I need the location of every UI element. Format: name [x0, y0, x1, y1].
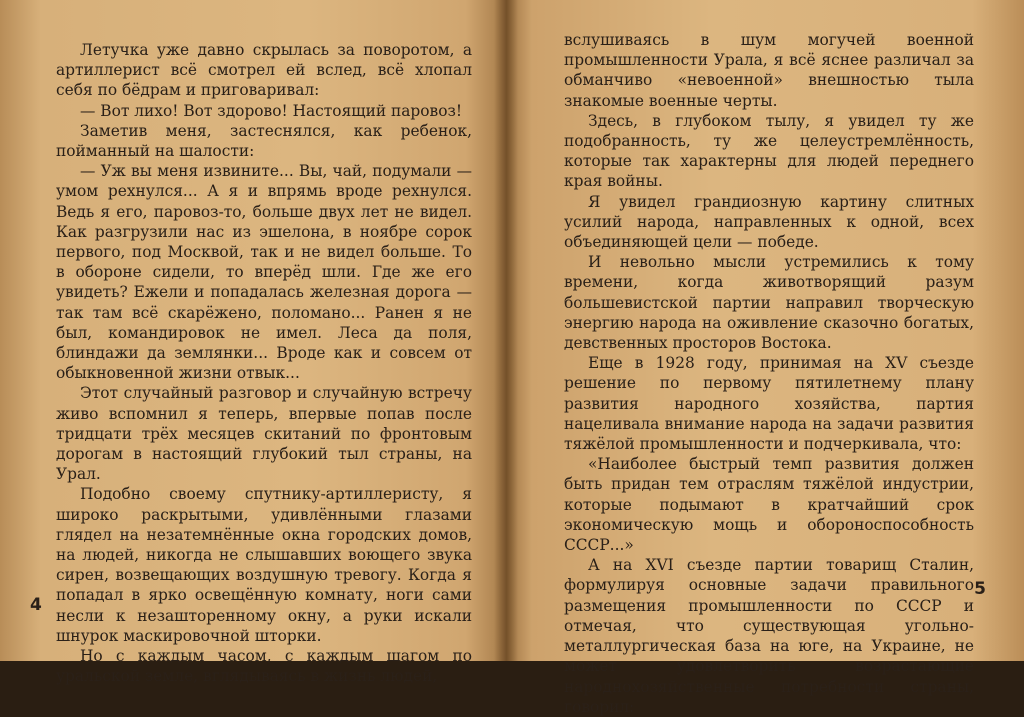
paragraph: Здесь, в глубоком тылу, я увидел ту же подобранность, ту же целеустремлённость, которые так характерны для людей переднего края войны.	[564, 111, 974, 191]
paragraph: Этот случайный разговор и случайную встречу живо вспомнил я теперь, впервые попав после тридцати трёх месяцев скитаний по фронтовым дорогам в настоящий глубокий тыл страны, на Урал.	[56, 384, 472, 484]
paragraph: Но с каждым часом, с каждым шагом по уральской земле, вглядываясь в жизнь людей,	[56, 647, 472, 686]
paragraph: Подобно своему спутнику-артиллеристу, я широко раскрытыми, удивлёнными глазами глядел на незатемнённые окна городских домов, на людей, никогда не слышавших воющего звука сирен, возвещающих воздушную тревогу. Когда я попадал в ярко освещённую комнату, ноги сами несли к незашторенному окну, а руки искали шнурок маскировочной шторки.	[56, 485, 472, 645]
paragraph: И невольно мысли устремились к тому времени, когда животворящий разум большевистской партии направил творческую энергию народа на оживление сказочно богатых, девственных просторов Востока.	[564, 253, 974, 353]
right-page-text	[564, 30, 974, 717]
quote-paragraph: «Наиболее быстрый темп развития должен быть придан тем отраслям тяжёлой индустрии, которые подымают в кратчайший срок экономическую мощь и обороноспособность СССР...»	[564, 455, 974, 555]
paragraph: А на XVI съезде партии товарищ Сталин, формулируя основные задачи правильного размещения промышленности по СССР и отмечая, что существующая угольно-металлургическая база на юге, на Украине, не может удовлетворить возрастающие народнохозяйственные потребности страны, говорил:	[564, 556, 974, 716]
book-gutter	[494, 0, 518, 661]
left-page	[0, 0, 506, 686]
paragraph: — Уж вы меня извините... Вы, чай, подумали — умом рехнулся... А я и впрямь вроде рехнулся. Ведь я его, паровоз-то, больше двух лет не видел. Как разгрузили нас из эшелона, в ноябре сорок первого, под Москвой, так и не видел больше. То в обороне сидели, то вперёд шли. Где же его увидеть? Ежели и попадалась железная дорога — так там всё скарёжено, поломано... Ранен я не был, командировок не имел. Леса да поля, блиндажи да землянки... Вроде как и совсем от обыкновенной жизни отвык...	[56, 162, 472, 383]
page-number: 5	[974, 579, 986, 599]
left-page-text	[56, 40, 472, 687]
paragraph: — Вот лихо! Вот здорово! Настоящий паровоз!	[80, 101, 463, 120]
right-page	[506, 0, 1024, 716]
paragraph: Заметив меня, застеснялся, как ребенок, пойманный на шалости:	[56, 121, 472, 161]
paragraph: Я увидел грандиозную картину слитных усилий народа, направленных к одной, всех объединяющей цели — победе.	[564, 192, 974, 252]
page-number: 4	[30, 595, 42, 615]
paragraph: Еще в 1928 году, принимая на XV съезде решение по первому пятилетнему плану развития народного хозяйства, партия нацеливала внимание народа на задачи развития тяжёлой промышленности и подчеркивала, что:	[564, 354, 974, 454]
paragraph: вслушиваясь в шум могучей военной промышленности Урала, я всё яснее различал за обманчиво «невоенной» внешностью тыла знакомые военные черты.	[564, 31, 974, 110]
paragraph: Летучка уже давно скрылась за поворотом, а артиллерист всё смотрел ей вслед, всё хлопал себя по бёдрам и приговаривал:	[56, 41, 472, 100]
